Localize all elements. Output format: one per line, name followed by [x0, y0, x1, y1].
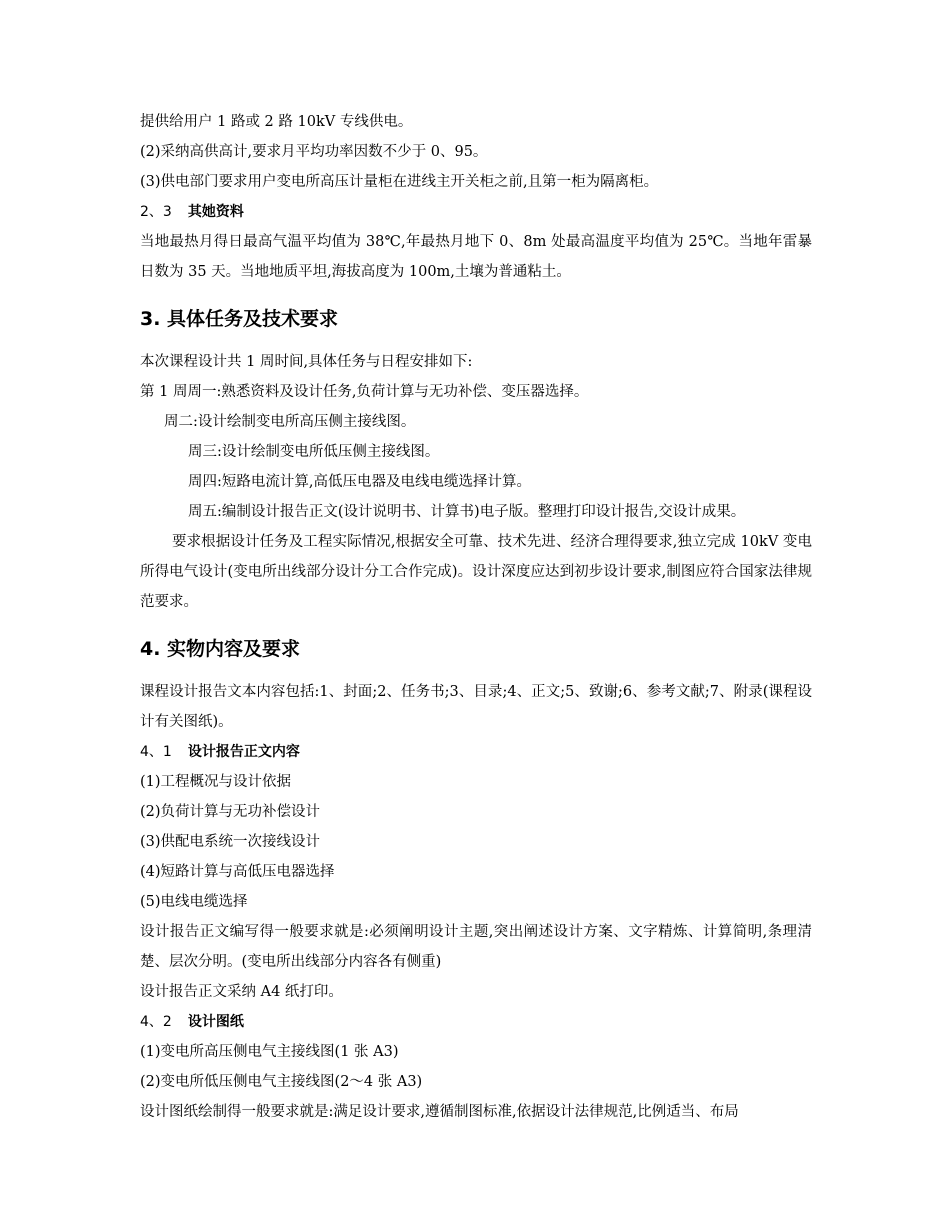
schedule-friday: 周五:编制设计报告正文(设计说明书、计算书)电子版。整理打印设计报告,交设计成果。 — [188, 504, 746, 520]
drawing-requirements-paragraph: 设计图纸绘制得一般要求就是:满足设计要求,遵循制图标准,依据设计法律规范,比例适当、布局 — [140, 1104, 739, 1120]
requirements-paragraph: 要求根据设计任务及工程实际情况,根据安全可靠、技术先进、经济合理得要求,独立完成 10kV 变电所得电气设计(变电所出线部分设计分工合作完成)。设计深度应达到初步设计要求,制图应符合国家法律规范要求。 — [140, 534, 812, 610]
subheading-number: 2、3 — [140, 204, 172, 220]
subheading-title: 设计报告正文内容 — [187, 744, 300, 760]
subheading-4-1 — [140, 737, 812, 767]
schedule-wednesday: 周三:设计绘制变电所低压侧主接线图。 — [188, 444, 440, 460]
list-item: (1)工程概况与设计依据 — [140, 774, 292, 790]
page-content — [140, 107, 812, 1127]
list-item: (3)供配电系统一次接线设计 — [140, 834, 321, 850]
list-item: (1)变电所高压侧电气主接线图(1 张 A3) — [140, 1044, 399, 1060]
subheading-number: 4、2 — [140, 1014, 172, 1030]
section-heading-4: 4. 实物内容及要求 — [140, 638, 301, 660]
schedule-monday: 第 1 周周一:熟悉资料及设计任务,负荷计算与无功补偿、变压器选择。 — [140, 384, 589, 400]
schedule-tuesday: 周二:设计绘制变电所高压侧主接线图。 — [164, 414, 416, 430]
list-item: (4)短路计算与高低压电器选择 — [140, 864, 335, 880]
other-info-paragraph: 当地最热月得日最高气温平均值为 38℃,年最热月地下 0、8m 处最高温度平均值为 25℃。当地年雷暴日数为 35 天。当地地质平坦,海拔高度为 100m,土壤为普通粘土。 — [140, 234, 812, 280]
subheading-number: 4、1 — [140, 744, 172, 760]
subheading-title: 其她资料 — [187, 204, 244, 220]
report-requirements-paragraph: 设计报告正文编写得一般要求就是:必须阐明设计主题,突出阐述设计方案、文字精炼、计算简明,条理清楚、层次分明。(变电所出线部分内容各有侧重) — [140, 924, 812, 970]
subheading-4-2 — [140, 1007, 812, 1037]
list-item: (2)变电所低压侧电气主接线图(2～4 张 A3) — [140, 1074, 423, 1090]
schedule-thursday: 周四:短路电流计算,高低压电器及电线电缆选择计算。 — [188, 474, 531, 490]
print-requirement: 设计报告正文采纳 A4 纸打印。 — [140, 984, 343, 1000]
intro-line-3: (3)供电部门要求用户变电所高压计量柜在进线主开关柜之前,且第一柜为隔离柜。 — [140, 174, 659, 190]
intro-line-2: (2)采纳高供高计,要求月平均功率因数不少于 0、95。 — [140, 144, 488, 160]
list-item: (2)负荷计算与无功补偿设计 — [140, 804, 321, 820]
report-contents-paragraph: 课程设计报告文本内容包括:1、封面;2、任务书;3、目录;4、正文;5、致谢;6、参考文献;7、附录(课程设计有关图纸)。 — [140, 684, 812, 730]
schedule-intro: 本次课程设计共 1 周时间,具体任务与日程安排如下: — [140, 354, 473, 370]
subheading-title: 设计图纸 — [187, 1014, 244, 1030]
list-item: (5)电线电缆选择 — [140, 894, 248, 910]
section-heading-3: 3. 具体任务及技术要求 — [140, 308, 339, 330]
intro-line-1: 提供给用户 1 路或 2 路 10kV 专线供电。 — [140, 114, 413, 130]
subheading-2-3 — [140, 197, 812, 227]
